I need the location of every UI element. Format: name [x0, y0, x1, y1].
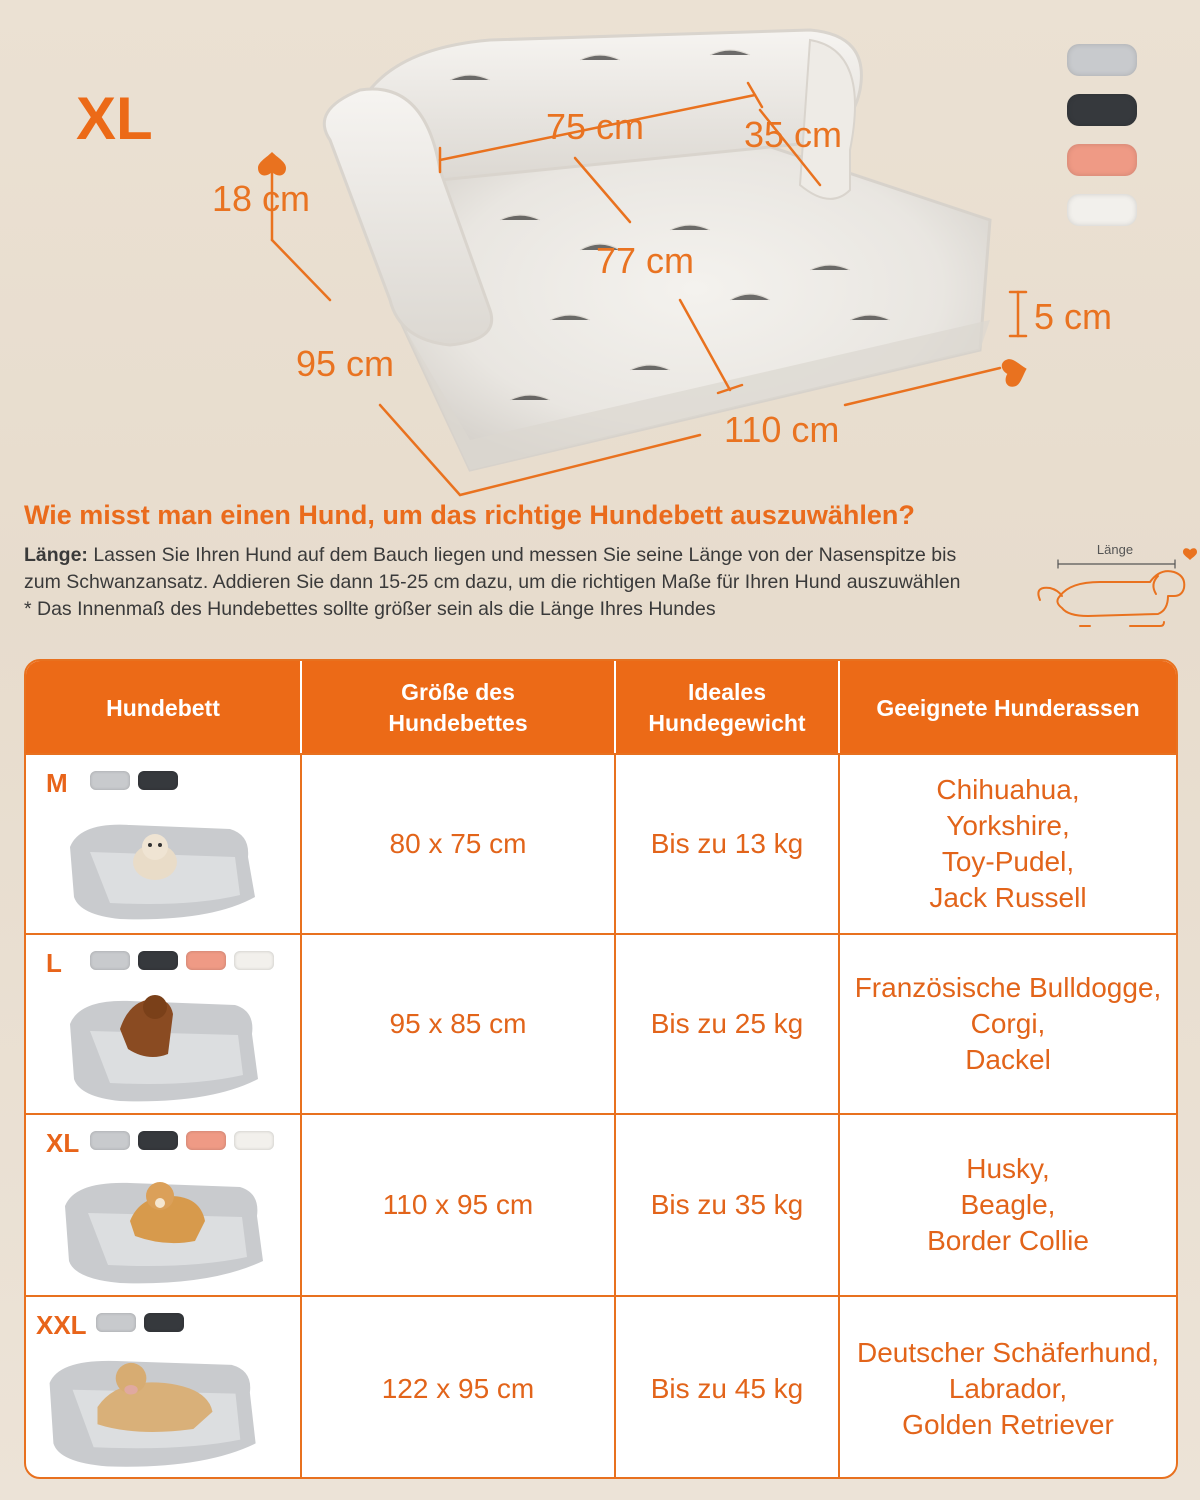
dim-total-width: 110 cm: [724, 409, 840, 450]
size-cell: 122 x 95 cm: [302, 1297, 616, 1479]
bed-cell: [26, 935, 302, 1113]
row-size-label: L: [46, 948, 62, 978]
bed-thumbnail-xxl: [40, 1337, 270, 1477]
color-swatches: [1067, 44, 1137, 244]
grey-swatch[interactable]: [90, 951, 130, 970]
heart-marker-icon: [258, 152, 286, 175]
row-color-swatches: [90, 951, 274, 970]
table-row: [26, 1113, 1176, 1295]
grey-swatch[interactable]: [1067, 44, 1137, 76]
white-swatch[interactable]: [234, 1131, 274, 1150]
length-text: Lassen Sie Ihren Hund auf dem Bauch liegen und messen Sie seine Länge von der Nasenspitze bis zum Schwanzansatz. Addieren Sie dann 15-25 cm dazu, um die richtigen Maße für Ihren Hund auszuwählen: [24, 544, 961, 593]
row-size-label: XXL: [36, 1310, 87, 1340]
dim-total-length: 95 cm: [296, 343, 395, 384]
header-bed: Hundebett: [26, 661, 302, 755]
dark-grey-swatch[interactable]: [138, 771, 178, 790]
row-color-swatches: [96, 1313, 184, 1332]
bed-cell: [26, 755, 302, 933]
bed-cell: [26, 1297, 302, 1479]
dim-backrest-height: 18 cm: [212, 178, 311, 219]
breeds-cell: Chihuahua, Yorkshire, Toy-Pudel, Jack Russell: [929, 774, 1087, 913]
header-breeds: Geeignete Hunderassen: [876, 694, 1140, 721]
bed-thumbnail-xl: [50, 1161, 280, 1291]
table-header: [26, 661, 1176, 755]
dim-inner-width: 75 cm: [546, 106, 645, 147]
breeds-cell: Französische Bulldogge, Corgi, Dackel: [854, 972, 1162, 1075]
size-cell: 110 x 95 cm: [302, 1115, 616, 1295]
grey-swatch[interactable]: [90, 1131, 130, 1150]
breeds-cell: Husky, Beagle, Border Collie: [927, 1153, 1089, 1256]
row-size-label: M: [46, 768, 68, 798]
pink-swatch[interactable]: [186, 1131, 226, 1150]
weight-cell: Bis zu 25 kg: [616, 935, 840, 1113]
dim-backrest-depth: 35 cm: [744, 114, 843, 155]
measure-question-heading: Wie misst man einen Hund, um das richtige Hundebett auszuwählen?: [24, 500, 915, 530]
heart-marker-icon: [1000, 355, 1030, 388]
bed-thumbnail-l: [50, 979, 280, 1109]
row-color-swatches: [90, 1131, 274, 1150]
dark-grey-swatch[interactable]: [144, 1313, 184, 1332]
header-weight: Ideales Hundegewicht: [616, 661, 840, 755]
table-row: [26, 1295, 1176, 1479]
table-row: [26, 933, 1176, 1113]
dim-inner-length: 77 cm: [596, 240, 695, 281]
size-table: [24, 659, 1178, 1479]
dim-thickness: 5 cm: [1034, 296, 1113, 337]
pink-swatch[interactable]: [1067, 144, 1137, 176]
dark-grey-swatch[interactable]: [138, 1131, 178, 1150]
size-cell: 80 x 75 cm: [302, 755, 616, 933]
table-row: [26, 753, 1176, 933]
weight-cell: Bis zu 45 kg: [616, 1297, 840, 1479]
weight-cell: Bis zu 35 kg: [616, 1115, 840, 1295]
size-cell: 95 x 85 cm: [302, 935, 616, 1113]
row-color-swatches: [90, 771, 178, 790]
inner-size-note: * Das Innenmaß des Hundebettes sollte größer sein als die Länge Ihres Hundes: [24, 598, 716, 620]
grey-swatch[interactable]: [90, 771, 130, 790]
length-label: Länge:: [24, 544, 88, 566]
dog-length-diagram: [1030, 540, 1190, 650]
diagram-length-label: Länge: [1096, 542, 1134, 557]
hero-size-label: XL: [76, 85, 153, 152]
pink-swatch[interactable]: [186, 951, 226, 970]
row-size-label: XL: [46, 1128, 80, 1158]
measure-instructions: [24, 542, 984, 623]
bed-cell: [26, 1115, 302, 1295]
weight-cell: Bis zu 13 kg: [616, 755, 840, 933]
grey-swatch[interactable]: [96, 1313, 136, 1332]
bed-thumbnail-m: [50, 807, 280, 927]
white-swatch[interactable]: [1067, 194, 1137, 226]
breeds-cell: Deutscher Schäferhund, Labrador, Golden Retriever: [857, 1337, 1159, 1440]
dark-grey-swatch[interactable]: [1067, 94, 1137, 126]
hero-section: [0, 0, 1200, 500]
header-size: Größe des Hundebettes: [302, 661, 616, 755]
dark-grey-swatch[interactable]: [138, 951, 178, 970]
white-swatch[interactable]: [234, 951, 274, 970]
